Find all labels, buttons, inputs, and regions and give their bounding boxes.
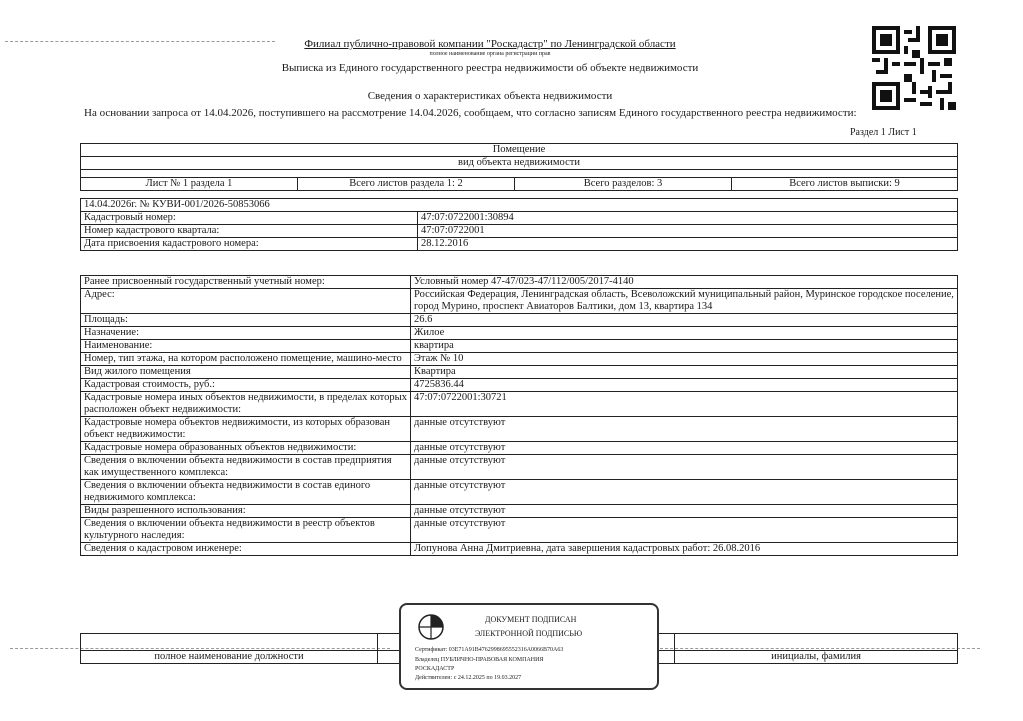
row-label: Вид жилого помещения (81, 366, 411, 379)
stamp-owner-2: РОСКАДАСТР (415, 666, 455, 672)
electronic-signature-stamp (399, 603, 659, 690)
row-label: Наименование: (81, 340, 411, 353)
row-value: данные отсутствуют (411, 442, 958, 455)
row-label: Площадь: (81, 314, 411, 327)
table-row (81, 379, 958, 392)
row-label: Адрес: (81, 289, 411, 314)
row-value: 26.6 (411, 314, 958, 327)
position-cell (81, 634, 378, 651)
row-label: Ранее присвоенный государственный учетный номер: (81, 276, 411, 289)
object-kind: Помещение (81, 144, 958, 157)
details-table (80, 275, 958, 556)
row-label: Номер, тип этажа, на котором расположено помещение, машино-место (81, 353, 411, 366)
row-label: Сведения о включении объекта недвижимости в состав единого недвижимого комплекса: (81, 480, 411, 505)
row-label: Кадастровые номера образованных объектов недвижимости: (81, 442, 411, 455)
table-row (81, 505, 958, 518)
row-value: Лопунова Анна Дмитриевна, дата завершения кадастровых работ: 26.08.2016 (411, 543, 958, 556)
table-row (81, 442, 958, 455)
stamp-line-2: ЭЛЕКТРОННОЙ ПОДПИСЬЮ (475, 629, 583, 638)
intro-text: На основании запроса от 14.04.2026, поступившего на рассмотрение 14.04.2026, сообщаем, что согласно записям Единого государственного реестра недвижимости: (84, 107, 857, 119)
stamp-validity: Действителен: с 24.12.2025 по 19.03.2027 (415, 675, 522, 681)
table-row (81, 314, 958, 327)
table-row (81, 417, 958, 442)
row-label: Номер кадастрового квартала: (81, 225, 418, 238)
sheets-total: Всего листов выписки: 9 (732, 178, 958, 191)
org-caption: полное наименование органа регистрации прав (429, 51, 551, 57)
row-value: данные отсутствуют (411, 505, 958, 518)
row-value: данные отсутствуют (411, 518, 958, 543)
row-value: 47:07:0722001:30894 (418, 212, 958, 225)
row-label: Кадастровые номера объектов недвижимости, из которых образован объект недвижимости: (81, 417, 411, 442)
row-value: Условный номер 47-47/023-47/112/005/2017-4140 (411, 276, 958, 289)
row-label: Сведения о включении объекта недвижимости в реестр объектов культурного наследия: (81, 518, 411, 543)
row-label: Сведения о включении объекта недвижимости в состав предприятия как имущественного комплекса: (81, 455, 411, 480)
row-value: 4725836.44 (411, 379, 958, 392)
sheet-info-row (81, 178, 958, 191)
row-value: Этаж № 10 (411, 353, 958, 366)
row-value: данные отсутствуют (411, 417, 958, 442)
page-reference: Раздел 1 Лист 1 (850, 127, 917, 138)
sections-total: Всего разделов: 3 (515, 178, 732, 191)
table-row (81, 225, 958, 238)
table-row (81, 518, 958, 543)
table-row (81, 543, 958, 556)
stamp-line-1: ДОКУМЕНТ ПОДПИСАН (485, 615, 577, 624)
table-row (81, 340, 958, 353)
table-row (81, 392, 958, 417)
table-row (81, 238, 958, 251)
row-value: 47:07:0722001:30721 (411, 392, 958, 417)
stamp-owner: Владелец ПУБЛИЧНО-ПРАВОВАЯ КОМПАНИЯ (415, 657, 544, 663)
table-row (81, 353, 958, 366)
position-caption: полное наименование должности (81, 651, 378, 664)
row-value: 47:07:0722001 (418, 225, 958, 238)
row-label: Кадастровый номер: (81, 212, 418, 225)
extract-date-number: 14.04.2026г. № КУВИ-001/2026-50853066 (81, 199, 958, 212)
row-value: данные отсутствуют (411, 480, 958, 505)
table-row (81, 289, 958, 314)
row-value: 28.12.2016 (418, 238, 958, 251)
name-caption: инициалы, фамилия (675, 651, 958, 664)
table-row (81, 366, 958, 379)
row-label: Назначение: (81, 327, 411, 340)
row-value: Российская Федерация, Ленинградская область, Всеволожский муниципальный район, Муринское городское поселение, город Мурино, проспект Авиаторов Балтики, дом 13, квартира 134 (411, 289, 958, 314)
name-cell (675, 634, 958, 651)
row-label: Сведения о кадастровом инженере: (81, 543, 411, 556)
sheets-in-section: Всего листов раздела 1: 2 (298, 178, 515, 191)
spacer-row (81, 170, 958, 178)
qr-code-icon (872, 26, 956, 110)
row-label: Виды разрешенного использования: (81, 505, 411, 518)
row-value: данные отсутствуют (411, 455, 958, 480)
stamp-certificate: Сертификат: 03E71A91B4762998695552316A0066B70A63 (415, 647, 564, 653)
document-title: Выписка из Единого государственного реестра недвижимости об объекте недвижимости (281, 62, 699, 74)
row-label: Кадастровая стоимость, руб.: (81, 379, 411, 392)
table-row (81, 212, 958, 225)
table-row (81, 455, 958, 480)
row-value: квартира (411, 340, 958, 353)
object-kind-caption: вид объекта недвижимости (81, 157, 958, 170)
ident-table (80, 198, 958, 251)
section-title: Сведения о характеристиках объекта недвижимости (367, 90, 613, 102)
object-kind-table (80, 143, 958, 191)
row-label: Кадастровые номера иных объектов недвижимости, в пределах которых расположен объект недвижимости: (81, 392, 411, 417)
row-value: Жилое (411, 327, 958, 340)
table-row (81, 327, 958, 340)
org-name: Филиал публично-правовой компании "Роскадастр" по Ленинградской области (304, 38, 676, 50)
sheet-number: Лист № 1 раздела 1 (81, 178, 298, 191)
row-value: Квартира (411, 366, 958, 379)
emblem-icon (417, 613, 445, 641)
table-row (81, 480, 958, 505)
table-row (81, 276, 958, 289)
row-label: Дата присвоения кадастрового номера: (81, 238, 418, 251)
